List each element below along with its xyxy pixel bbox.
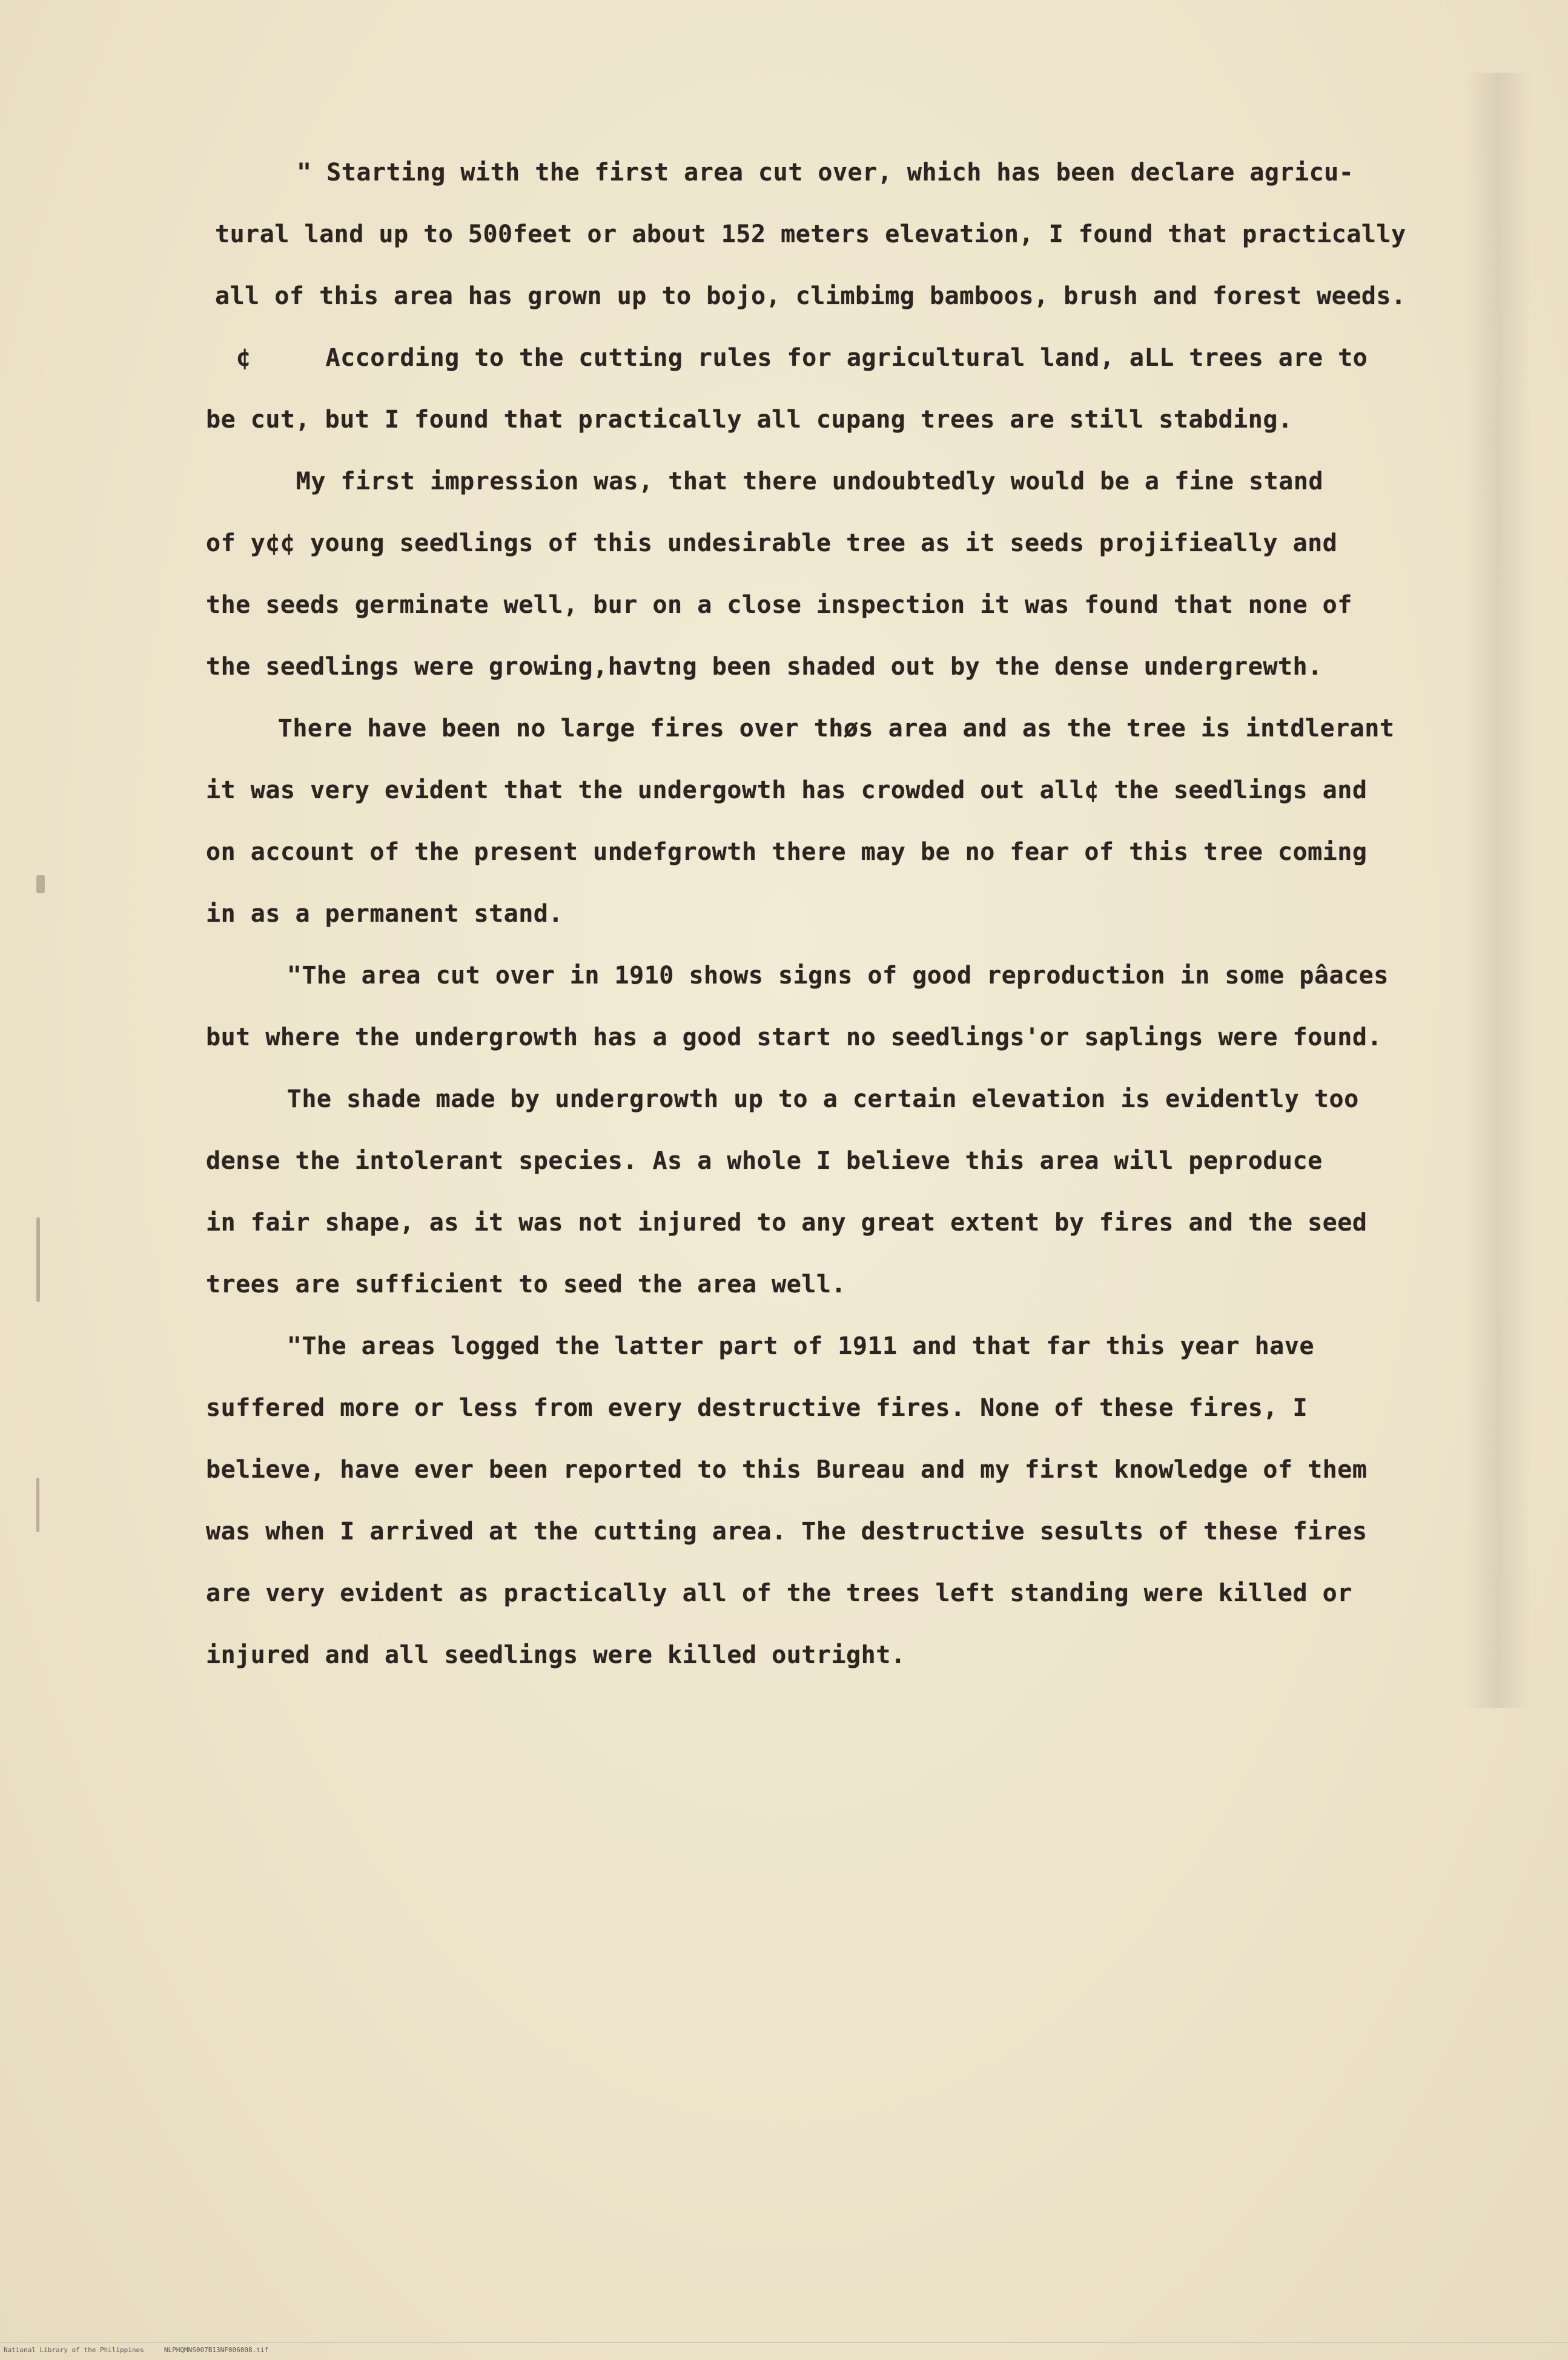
text-line: the seedlings were growing,havtng been shaded out by the dense undergrewth. xyxy=(206,653,1323,681)
text-line: of y¢¢ young seedlings of this undesirable tree as it seeds projifieally and xyxy=(206,529,1338,557)
text-line: " Starting with the first area cut over, which has been declare agricu- xyxy=(297,159,1354,187)
text-line: was when I arrived at the cutting area. The destructive sesults of these fires xyxy=(206,1518,1368,1545)
text-line: believe, have ever been reported to this Bureau and my first knowledge of them xyxy=(206,1456,1368,1484)
text-line: all of this area has grown up to bojo, climbimg bamboos, brush and forest weeds. xyxy=(215,282,1406,310)
margin-mark xyxy=(36,875,45,893)
text-line: on account of the present undefgrowth there may be no fear of this tree coming xyxy=(206,838,1368,866)
footer-divider xyxy=(0,2342,1568,2343)
text-line: be cut, but I found that practically all cupang trees are still stabding. xyxy=(206,406,1293,434)
text-line: The shade made by undergrowth up to a certain elevation is evidently too xyxy=(242,1085,1359,1113)
text-line: "The area cut over in 1910 shows signs of good reproduction in some pâaces xyxy=(242,962,1389,990)
text-line: in fair shape, as it was not injured to any great extent by fires and the seed xyxy=(206,1209,1368,1237)
text-line: it was very evident that the undergowth has crowded out all¢ the seedlings and xyxy=(206,776,1368,804)
text-line: suffered more or less from every destructive fires. None of these fires, I xyxy=(206,1394,1308,1422)
text-line: There have been no large fires over thøs area and as the tree is intdlerant xyxy=(233,715,1395,742)
text-line: are very evident as practically all of the trees left standing were killed or xyxy=(206,1579,1352,1607)
text-line: "The areas logged the latter part of 1911 and that far this year have xyxy=(242,1332,1314,1360)
margin-mark xyxy=(36,1217,40,1302)
text-line: trees are sufficient to seed the area well. xyxy=(206,1271,847,1298)
text-line: injured and all seedlings were killed outright. xyxy=(206,1641,906,1669)
text-line: ¢ According to the cutting rules for agricultural land, aLL trees are to xyxy=(236,344,1368,372)
text-line: tural land up to 500feet or about 152 meters elevation, I found that practically xyxy=(215,220,1406,248)
text-line: the seeds germinate well, bur on a close inspection it was found that none of xyxy=(206,591,1352,619)
paper-stain xyxy=(1465,73,1532,1708)
text-line: in as a permanent stand. xyxy=(206,900,563,928)
text-line: but where the undergrowth has a good start no seedlings'or saplings were found. xyxy=(206,1023,1382,1051)
archive-footer: National Library of the Philippines NLPHQMNS007B13NF006008.tif xyxy=(4,2346,269,2354)
text-line: My first impression was, that there undoubtedly would be a fine stand xyxy=(251,468,1323,495)
text-line: dense the intolerant species. As a whole I believe this area will peproduce xyxy=(206,1147,1323,1175)
margin-mark xyxy=(36,1478,39,1532)
